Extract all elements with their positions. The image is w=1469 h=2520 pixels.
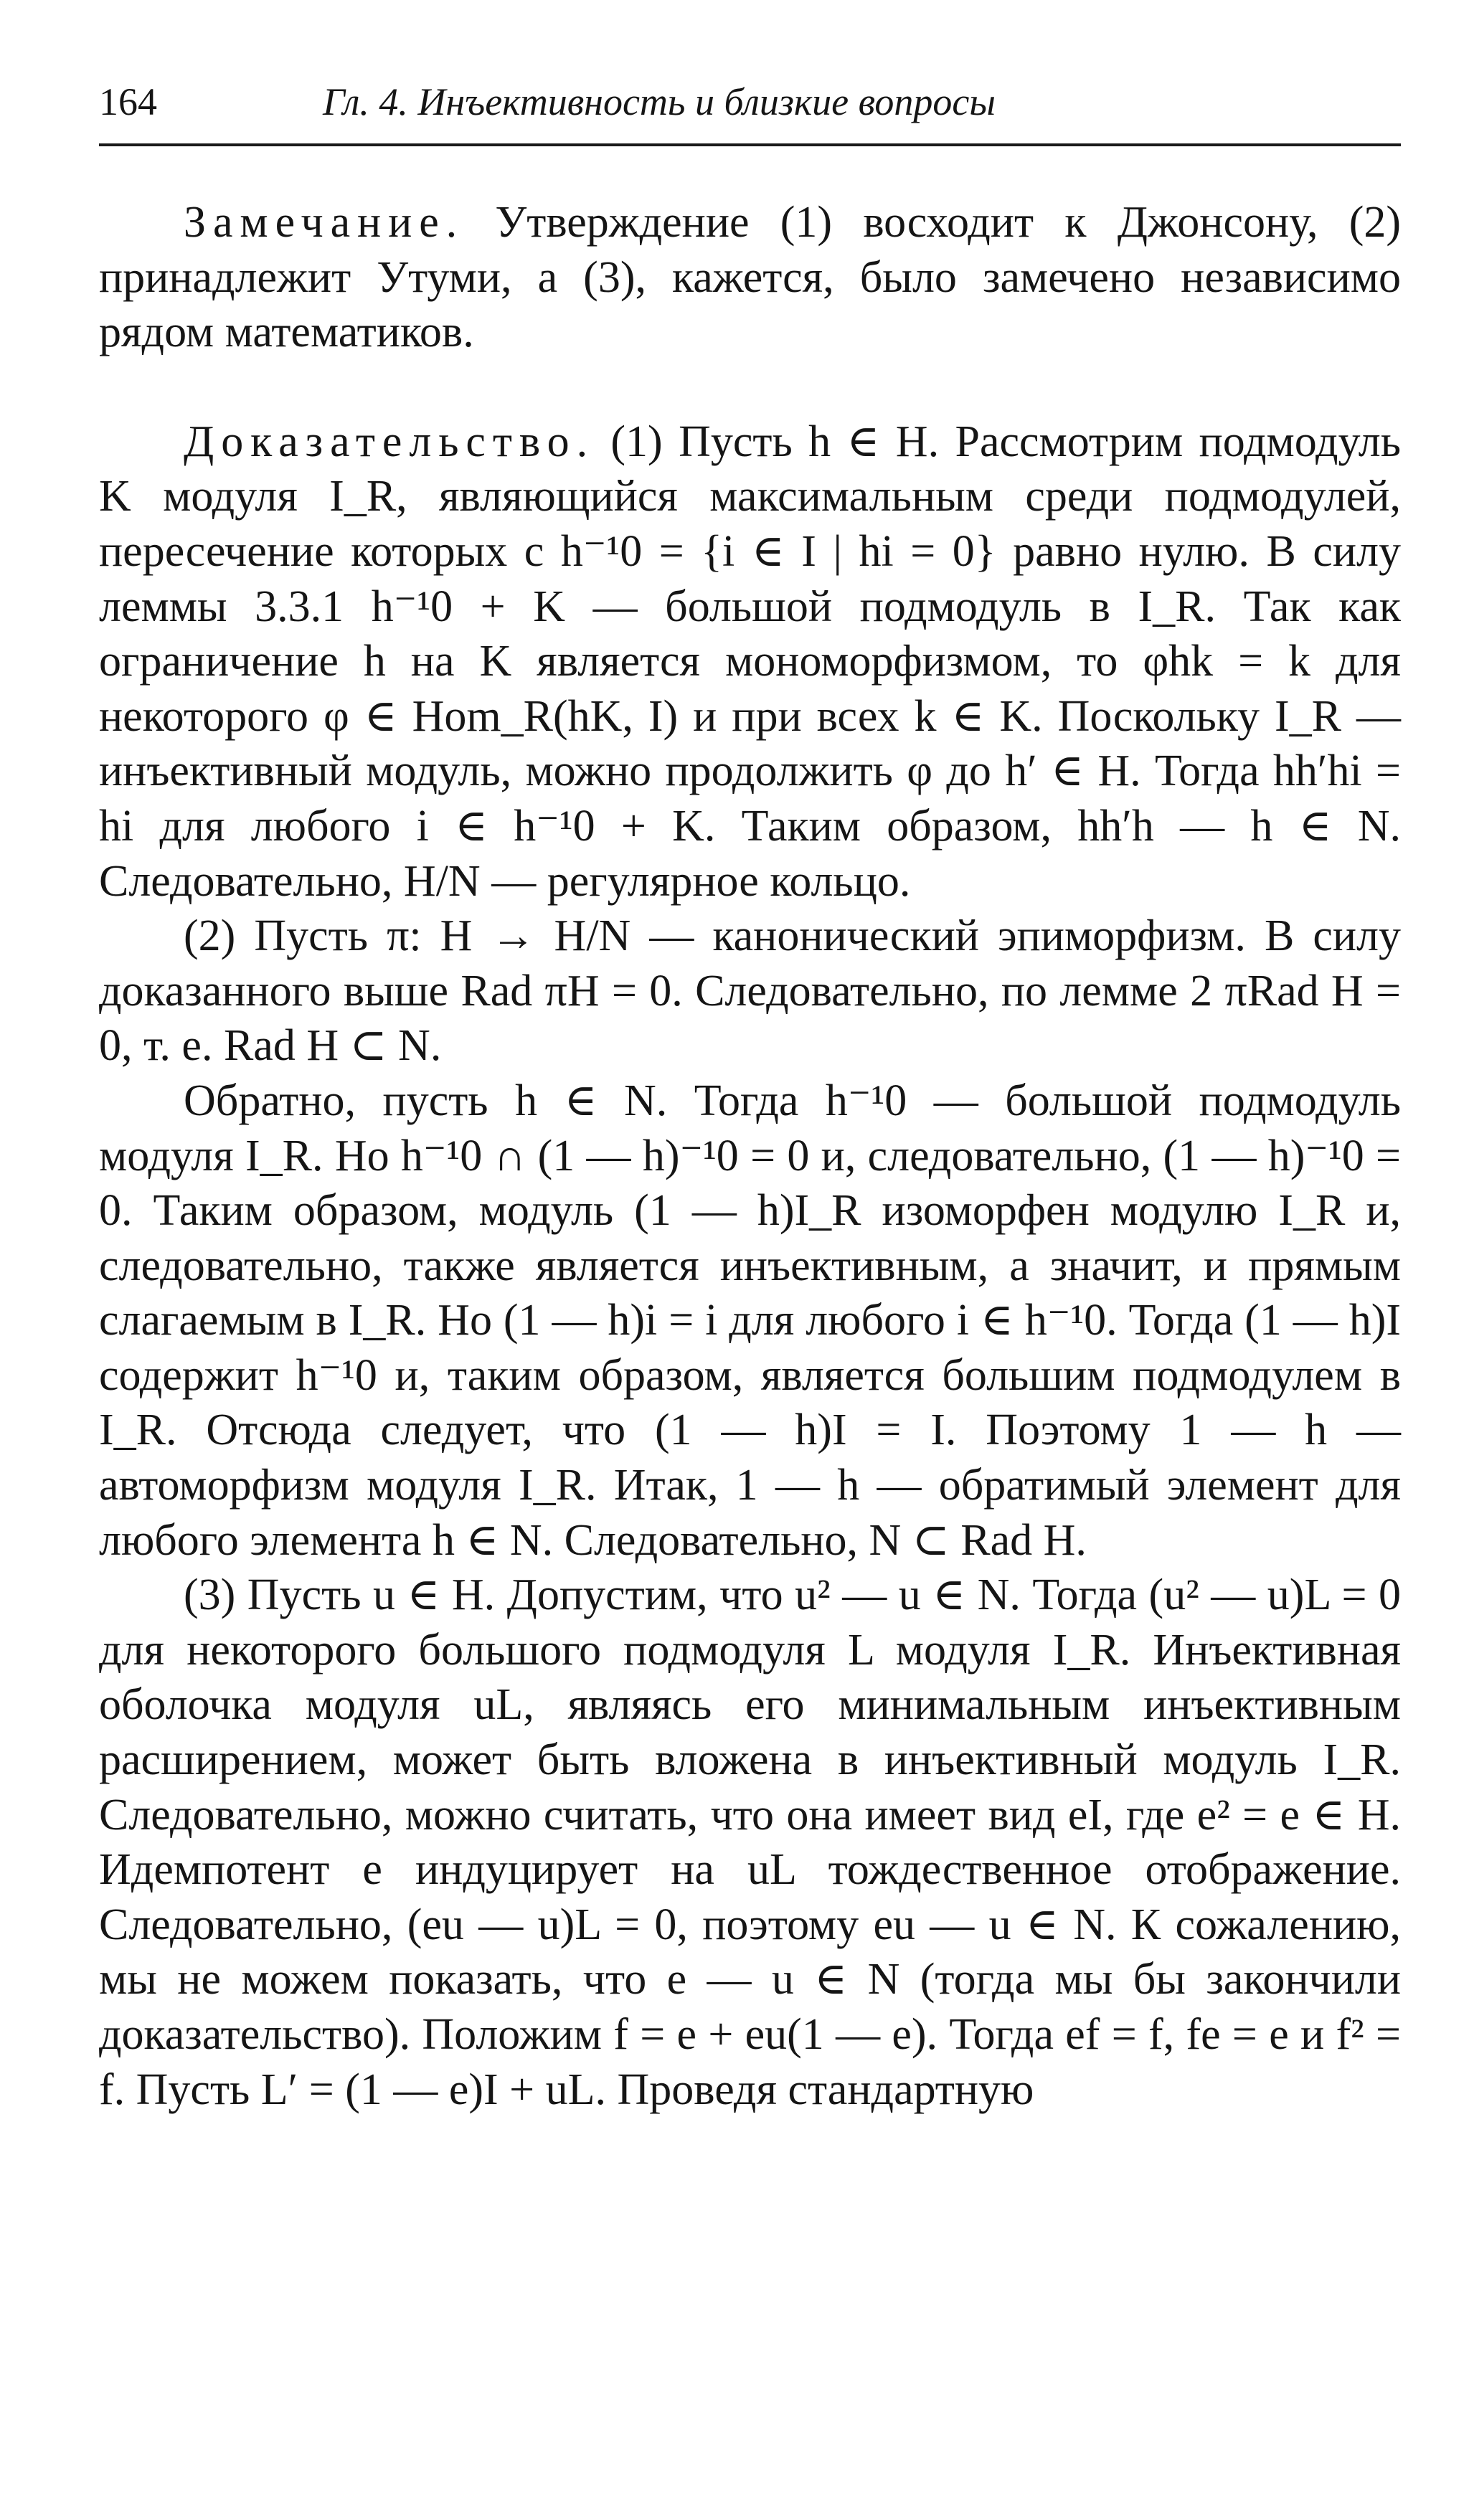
- proof-text-2: (2) Пусть π: H → H/N — канонический эпиморфизм. В силу доказанного выше Rad πH = 0. Следовательно, по лемме 2 πRad H = 0, т. е. Rad H ⊂ N.: [99, 911, 1401, 1071]
- proof-paragraph-3: [99, 1074, 1401, 1568]
- proof-text-3: Обратно, пусть h ∈ N. Тогда h⁻¹0 — большой подмодуль модуля I_R. Но h⁻¹0 ∩ (1 — h)⁻¹0 = 0 и, следовательно, (1 — h)⁻¹0 = 0. Таким образом, модуль (1 — h)I_R изоморфен модулю I_R и, следовательно, также является инъективным, а значит, и прямым слагаемым в I_R. Но (1 — h)i = i для любого i ∈ h⁻¹0. Тогда (1 — h)I содержит h⁻¹0 и, таким образом, является большим подмодулем в I_R. Отсюда следует, что (1 — h)I = I. Поэтому 1 — h — автоморфизм модуля I_R. Итак, 1 — h — обратимый элемент для любого элемента h ∈ N. Следовательно, N ⊂ Rad H.: [99, 1076, 1401, 1565]
- page-header: [99, 72, 1401, 136]
- proof-text-1: (1) Пусть h ∈ H. Рассмотрим подмодуль K модуля I_R, являющийся максимальным среди подмодулей, пересечение которых с h⁻¹0 = {i ∈ I | hi = 0} равно нулю. В силу леммы 3.3.1 h⁻¹0 + K — большой подмодуль в I_R. Так как ограничение h на K является мономорфизмом, то φhk = k для некоторого φ ∈ Hom_R(hK, I) и при всех k ∈ K. Поскольку I_R — инъективный модуль, можно продолжить φ до h′ ∈ H. Тогда hh′hi = hi для любого i ∈ h⁻¹0 + K. Таким образом, hh′h — h ∈ N. Следовательно, H/N — регулярное кольцо.: [99, 417, 1401, 906]
- proof-heading: Доказательство.: [184, 417, 595, 466]
- header-rule: [99, 143, 1401, 146]
- remark-heading: Замечание.: [184, 198, 465, 247]
- proof-text-4: (3) Пусть u ∈ H. Допустим, что u² — u ∈ N. Тогда (u² — u)L = 0 для некоторого большого подмодуля L модуля I_R. Инъективная оболочка модуля uL, являясь его минимальным инъективным расширением, может быть вложена в инъективный модуль I_R. Следовательно, можно считать, что она имеет вид eI, где e² = e ∈ H. Идемпотент e индуцирует на uL тождественное отображение. Следовательно, (eu — u)L = 0, поэтому eu — u ∈ N. К сожалению, мы не можем показать, что e — u ∈ N (тогда мы бы закончили доказательство). Положим f = e + eu(1 — e). Тогда ef = f, fe = e и f² = f. Пусть L′ = (1 — e)I + uL. Проведя стандартную: [99, 1571, 1401, 2114]
- main-text: [99, 195, 1401, 2117]
- remark-text: Утверждение (1) восходит к Джонсону, (2) принадлежит Утуми, а (3), кажется, было замечено независимо рядом математиков.: [99, 198, 1401, 357]
- proof-paragraph-2: [99, 909, 1401, 1074]
- proof-paragraph-1: [99, 415, 1401, 909]
- running-title: Гл. 4. Инъективность и близкие вопросы: [323, 80, 996, 123]
- proof-paragraph-4: [99, 1568, 1401, 2117]
- remark-paragraph: [99, 195, 1401, 360]
- page-number: 164: [99, 80, 157, 123]
